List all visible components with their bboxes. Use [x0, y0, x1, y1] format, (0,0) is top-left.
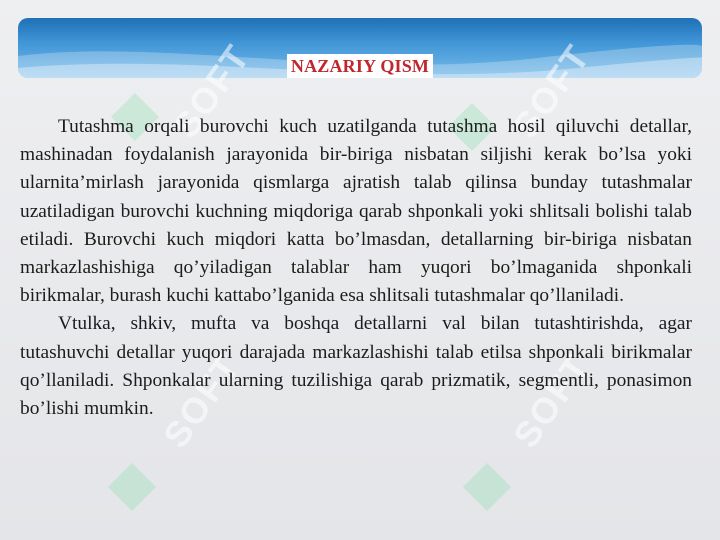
slide-body — [20, 113, 692, 423]
paragraph: Vtulka, shkiv, mufta va boshqa detallarni val bilan tutashtirishda, agar tutashuvchi detallar yuqori darajada markazlashishi talab etilsa shponkali birikmalar qo’llaniladi. Shponkalar ularning tuzilishiga qarab prizmatik, segmentli, ponasimon bo’lishi mumkin. — [20, 313, 692, 420]
watermark-text: SOFT — [504, 346, 599, 456]
watermark-logo-icon — [108, 463, 156, 511]
slide-title-text: NAZARIY QISM — [287, 54, 433, 78]
watermark-logo-icon — [463, 463, 511, 511]
paragraph: Tutashma orqali burovchi kuch uzatilganda tutashma hosil qiluvchi detallar, mashinadan foydalanish jarayonida bir-biriga nisbatan siljishi kerak bo’lsa yoki ularnita’mirlash jarayonida qismlarga ajratish talab qilinsa bunday tutashmalar uzatiladigan burovchi kuchning miqdoriga qarab shponkali yoki shlitsali bolishi talab etiladi. Burovchi kuch miqdori katta bo’lmasdan, detallarning bir-biriga nisbatan markazlashishiga qo’yiladigan talablar ham yuqori bo’lmaganida shponkali birikmalar, burash kuchi kattabo’lganida esa shlitsali tutashmalar qo’llaniladi. — [20, 116, 692, 307]
slide-title — [0, 56, 720, 77]
watermark-text: SOFT — [504, 36, 599, 146]
watermark-text: SOFT — [164, 36, 259, 146]
watermark-text: SOFT — [154, 346, 249, 456]
